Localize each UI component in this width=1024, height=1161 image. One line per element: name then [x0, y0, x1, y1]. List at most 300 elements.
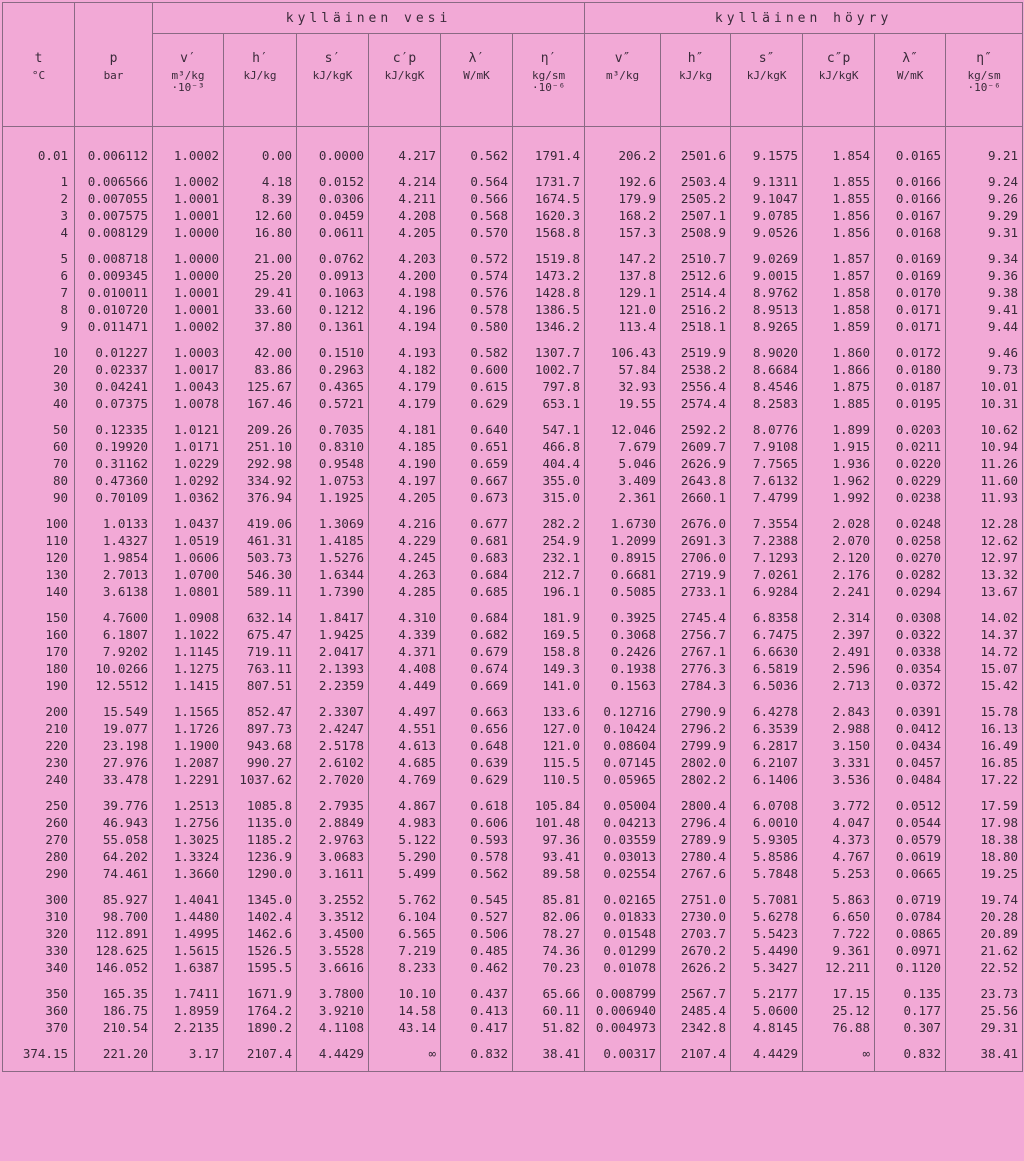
- table-cell: 2567.7: [661, 985, 731, 1002]
- table-cell: 503.73: [224, 549, 297, 566]
- table-cell: 15.07: [946, 660, 1023, 677]
- table-cell: 2508.9: [661, 224, 731, 241]
- table-cell: 1.6730: [585, 515, 661, 532]
- table-cell: 83.86: [224, 361, 297, 378]
- table-cell: 210.54: [75, 1019, 153, 1036]
- unit-label: kg/sm: [531, 69, 566, 82]
- table-cell: 1.1900: [153, 737, 224, 754]
- table-cell: 2756.7: [661, 626, 731, 643]
- table-cell: 3.150: [803, 737, 875, 754]
- table-cell: 1620.3: [513, 207, 585, 224]
- table-cell: 0.568: [441, 207, 513, 224]
- table-cell: 2.070: [803, 532, 875, 549]
- table-cell: 6.104: [369, 908, 441, 925]
- spacer-cell: [3, 412, 75, 421]
- table-cell: 0.1063: [297, 284, 369, 301]
- table-cell: 13.67: [946, 583, 1023, 600]
- spacer-cell: [875, 241, 946, 250]
- table-cell: 64.202: [75, 848, 153, 865]
- table-cell: 0.1120: [875, 959, 946, 976]
- table-cell: 350: [3, 985, 75, 1002]
- table-cell: 8.4546: [731, 378, 803, 395]
- table-cell: 1.4185: [297, 532, 369, 549]
- table-cell: 5: [3, 250, 75, 267]
- table-cell: 280: [3, 848, 75, 865]
- table-cell: 0.1361: [297, 318, 369, 335]
- table-cell: 4.613: [369, 737, 441, 754]
- group-header-steam: kylläinen höyry: [585, 3, 1023, 34]
- table-cell: 140: [3, 583, 75, 600]
- table-cell: 3.5528: [297, 942, 369, 959]
- table-cell: 2676.0: [661, 515, 731, 532]
- spacer-cell: [803, 127, 875, 148]
- table-cell: 6.5036: [731, 677, 803, 694]
- table-cell: 6.0010: [731, 814, 803, 831]
- table-cell: 404.4: [513, 455, 585, 472]
- table-cell: 0.679: [441, 643, 513, 660]
- unit-label: kJ/kgK: [312, 69, 353, 82]
- table-row: [3, 344, 1023, 361]
- table-cell: 6.2107: [731, 754, 803, 771]
- table-cell: 0.4365: [297, 378, 369, 395]
- table-cell: 9.44: [946, 318, 1023, 335]
- table-cell: 1.0519: [153, 532, 224, 549]
- table-cell: 2.241: [803, 583, 875, 600]
- table-cell: 340: [3, 959, 75, 976]
- table-cell: 2626.9: [661, 455, 731, 472]
- table-cell: 2.843: [803, 703, 875, 720]
- table-cell: 4.551: [369, 720, 441, 737]
- table-cell: 0.0168: [875, 224, 946, 241]
- spacer-cell: [661, 882, 731, 891]
- table-cell: 0.0294: [875, 583, 946, 600]
- table-cell: 3.4500: [297, 925, 369, 942]
- spacer-cell: [661, 694, 731, 703]
- spacer-cell: [441, 164, 513, 173]
- table-cell: 2745.4: [661, 609, 731, 626]
- table-cell: 0.659: [441, 455, 513, 472]
- table-cell: 2790.9: [661, 703, 731, 720]
- table-cell: 1290.0: [224, 865, 297, 882]
- table-cell: 5.4490: [731, 942, 803, 959]
- table-cell: 2.7013: [75, 566, 153, 583]
- table-cell: 1.858: [803, 284, 875, 301]
- table-cell: 0.618: [441, 797, 513, 814]
- table-row: [3, 361, 1023, 378]
- table-cell: 1.8417: [297, 609, 369, 626]
- table-cell: 4.449: [369, 677, 441, 694]
- table-cell: 11.93: [946, 489, 1023, 506]
- table-cell: 157.3: [585, 224, 661, 241]
- spacer-cell: [946, 1036, 1023, 1045]
- spacer-cell: [946, 882, 1023, 891]
- table-cell: 0.640: [441, 421, 513, 438]
- table-cell: 1135.0: [224, 814, 297, 831]
- table-cell: 74.36: [513, 942, 585, 959]
- table-cell: 25.56: [946, 1002, 1023, 1019]
- table-cell: 2.7020: [297, 771, 369, 788]
- table-cell: 15.78: [946, 703, 1023, 720]
- spacer-cell: [369, 335, 441, 344]
- column-unit: [513, 66, 585, 127]
- table-cell: 2643.8: [661, 472, 731, 489]
- table-cell: 121.0: [513, 737, 585, 754]
- spacer-cell: [369, 241, 441, 250]
- table-cell: 1.855: [803, 190, 875, 207]
- table-cell: 1.860: [803, 344, 875, 361]
- spacer-cell: [153, 164, 224, 173]
- spacer-cell: [297, 1062, 369, 1072]
- table-cell: 1.0017: [153, 361, 224, 378]
- spacer-cell: [369, 506, 441, 515]
- table-cell: 120: [3, 549, 75, 566]
- table-cell: 0.0412: [875, 720, 946, 737]
- table-cell: 200: [3, 703, 75, 720]
- table-cell: 3: [3, 207, 75, 224]
- table-cell: 3.2552: [297, 891, 369, 908]
- table-cell: 23.198: [75, 737, 153, 754]
- table-row: [3, 566, 1023, 583]
- spacer-cell: [224, 506, 297, 515]
- table-cell: 0.007055: [75, 190, 153, 207]
- table-cell: 0.6681: [585, 566, 661, 583]
- spacer-cell: [224, 1036, 297, 1045]
- table-cell: 2609.7: [661, 438, 731, 455]
- spacer-cell: [441, 506, 513, 515]
- table-cell: 807.51: [224, 677, 297, 694]
- table-cell: 0.0544: [875, 814, 946, 831]
- table-cell: 8.233: [369, 959, 441, 976]
- spacer-cell: [75, 1036, 153, 1045]
- table-cell: 0.008718: [75, 250, 153, 267]
- table-cell: 7.4799: [731, 489, 803, 506]
- column-unit: [297, 66, 369, 127]
- table-cell: 1473.2: [513, 267, 585, 284]
- table-cell: 8: [3, 301, 75, 318]
- table-cell: 12.211: [803, 959, 875, 976]
- table-cell: 1386.5: [513, 301, 585, 318]
- table-row: [3, 626, 1023, 643]
- table-cell: 42.00: [224, 344, 297, 361]
- table-cell: 0.006566: [75, 173, 153, 190]
- table-cell: 250: [3, 797, 75, 814]
- column-symbol: η″: [946, 34, 1023, 67]
- spacer-cell: [369, 1062, 441, 1072]
- spacer-cell: [441, 694, 513, 703]
- table-cell: 4: [3, 224, 75, 241]
- table-cell: 0.413: [441, 1002, 513, 1019]
- spacer-cell: [803, 694, 875, 703]
- table-cell: 547.1: [513, 421, 585, 438]
- table-cell: 3.536: [803, 771, 875, 788]
- table-cell: 2556.4: [661, 378, 731, 395]
- table-cell: 37.80: [224, 318, 297, 335]
- group-spacer: [3, 1036, 1023, 1045]
- table-cell: 254.9: [513, 532, 585, 549]
- table-cell: 1.5615: [153, 942, 224, 959]
- table-row: [3, 925, 1023, 942]
- table-cell: 110: [3, 532, 75, 549]
- table-cell: 270: [3, 831, 75, 848]
- table-cell: 6.3539: [731, 720, 803, 737]
- table-cell: 98.700: [75, 908, 153, 925]
- table-cell: 2507.1: [661, 207, 731, 224]
- spacer-cell: [153, 882, 224, 891]
- spacer-cell: [513, 241, 585, 250]
- table-cell: 1.1275: [153, 660, 224, 677]
- table-cell: 1.7411: [153, 985, 224, 1002]
- table-cell: 1568.8: [513, 224, 585, 241]
- table-cell: 1.0001: [153, 284, 224, 301]
- table-cell: 1: [3, 173, 75, 190]
- table-cell: 0.05004: [585, 797, 661, 814]
- spacer-cell: [731, 506, 803, 515]
- spacer-cell: [661, 335, 731, 344]
- table-cell: 6.650: [803, 908, 875, 925]
- unit-label: kJ/kgK: [746, 69, 787, 82]
- table-cell: 4.181: [369, 421, 441, 438]
- table-cell: 4.310: [369, 609, 441, 626]
- table-cell: 6.1807: [75, 626, 153, 643]
- table-row: [3, 1019, 1023, 1036]
- table-row: [3, 395, 1023, 412]
- spacer-cell: [875, 164, 946, 173]
- table-cell: 4.182: [369, 361, 441, 378]
- table-cell: 209.26: [224, 421, 297, 438]
- table-cell: 5.3427: [731, 959, 803, 976]
- table-cell: 1.0753: [297, 472, 369, 489]
- table-cell: 9.73: [946, 361, 1023, 378]
- table-cell: 1085.8: [224, 797, 297, 814]
- table-cell: 46.943: [75, 814, 153, 831]
- group-spacer: [3, 882, 1023, 891]
- table-cell: 1.2099: [585, 532, 661, 549]
- table-cell: 0.02165: [585, 891, 661, 908]
- table-cell: 0.600: [441, 361, 513, 378]
- table-cell: 3.331: [803, 754, 875, 771]
- table-cell: 0.01078: [585, 959, 661, 976]
- table-cell: 2.713: [803, 677, 875, 694]
- table-cell: 9.361: [803, 942, 875, 959]
- table-cell: 2518.1: [661, 318, 731, 335]
- table-cell: 0.011471: [75, 318, 153, 335]
- table-cell: 897.73: [224, 720, 297, 737]
- table-cell: 125.67: [224, 378, 297, 395]
- table-cell: 1.936: [803, 455, 875, 472]
- table-row: [3, 754, 1023, 771]
- spacer-cell: [875, 335, 946, 344]
- table-cell: 0.1563: [585, 677, 661, 694]
- table-cell: 16.13: [946, 720, 1023, 737]
- table-cell: 0.574: [441, 267, 513, 284]
- table-cell: 221.20: [75, 1045, 153, 1062]
- table-cell: 1.992: [803, 489, 875, 506]
- table-cell: 2.0417: [297, 643, 369, 660]
- table-row: [3, 942, 1023, 959]
- table-cell: 168.2: [585, 207, 661, 224]
- table-cell: 0.01548: [585, 925, 661, 942]
- table-cell: 0.593: [441, 831, 513, 848]
- spacer-cell: [585, 412, 661, 421]
- spacer-cell: [513, 788, 585, 797]
- spacer-cell: [297, 164, 369, 173]
- table-cell: 0.01833: [585, 908, 661, 925]
- property-table: [2, 2, 1023, 1072]
- table-row: [3, 891, 1023, 908]
- spacer-cell: [875, 1062, 946, 1072]
- table-cell: 1674.5: [513, 190, 585, 207]
- table-cell: 4.8145: [731, 1019, 803, 1036]
- table-cell: 2799.9: [661, 737, 731, 754]
- spacer-cell: [803, 506, 875, 515]
- table-cell: 2751.0: [661, 891, 731, 908]
- table-cell: 3.17: [153, 1045, 224, 1062]
- table-cell: 1.5276: [297, 549, 369, 566]
- spacer-cell: [3, 976, 75, 985]
- table-cell: 0.008129: [75, 224, 153, 241]
- column-symbol: c′p: [369, 34, 441, 67]
- table-cell: 15.549: [75, 703, 153, 720]
- spacer-cell: [875, 976, 946, 985]
- spacer-cell: [3, 882, 75, 891]
- table-cell: 0.1212: [297, 301, 369, 318]
- spacer-cell: [585, 1062, 661, 1072]
- table-cell: 2505.2: [661, 190, 731, 207]
- table-cell: 7: [3, 284, 75, 301]
- table-cell: 8.9762: [731, 284, 803, 301]
- spacer-cell: [946, 600, 1023, 609]
- table-cell: 18.38: [946, 831, 1023, 848]
- table-cell: 179.9: [585, 190, 661, 207]
- table-cell: 1.0002: [153, 318, 224, 335]
- table-row: [3, 660, 1023, 677]
- table-cell: 1764.2: [224, 1002, 297, 1019]
- spacer-cell: [3, 1036, 75, 1045]
- table-cell: 6.4278: [731, 703, 803, 720]
- table-cell: 1.2291: [153, 771, 224, 788]
- table-cell: 4.196: [369, 301, 441, 318]
- spacer-cell: [75, 127, 153, 148]
- table-cell: 2342.8: [661, 1019, 731, 1036]
- table-cell: 4.205: [369, 224, 441, 241]
- table-cell: 2.2359: [297, 677, 369, 694]
- table-row: [3, 284, 1023, 301]
- table-cell: 1.8959: [153, 1002, 224, 1019]
- table-cell: 2800.4: [661, 797, 731, 814]
- table-cell: 1.866: [803, 361, 875, 378]
- column-symbol: s′: [297, 34, 369, 67]
- table-cell: 0.566: [441, 190, 513, 207]
- spacer-cell: [731, 412, 803, 421]
- table-cell: 12.28: [946, 515, 1023, 532]
- table-cell: 0.684: [441, 566, 513, 583]
- table-cell: 29.41: [224, 284, 297, 301]
- table-cell: 0.0187: [875, 378, 946, 395]
- column-symbol: η′: [513, 34, 585, 67]
- spacer-cell: [513, 976, 585, 985]
- table-cell: 51.82: [513, 1019, 585, 1036]
- table-cell: 0.05965: [585, 771, 661, 788]
- spacer-cell: [75, 976, 153, 985]
- column-unit: [153, 66, 224, 127]
- table-cell: 5.499: [369, 865, 441, 882]
- table-cell: 38.41: [946, 1045, 1023, 1062]
- table-cell: 0.0270: [875, 549, 946, 566]
- table-cell: 0.578: [441, 301, 513, 318]
- table-cell: 2802.0: [661, 754, 731, 771]
- table-cell: 282.2: [513, 515, 585, 532]
- table-row: [3, 532, 1023, 549]
- table-cell: 3.409: [585, 472, 661, 489]
- table-cell: 0.0865: [875, 925, 946, 942]
- table-cell: 310: [3, 908, 75, 925]
- unit-label: W/mK: [463, 69, 490, 82]
- table-cell: 137.8: [585, 267, 661, 284]
- table-cell: 9.0269: [731, 250, 803, 267]
- table-cell: 2107.4: [661, 1045, 731, 1062]
- table-cell: 20: [3, 361, 75, 378]
- spacer-cell: [661, 412, 731, 421]
- table-cell: 1.857: [803, 250, 875, 267]
- table-cell: 7.722: [803, 925, 875, 942]
- table-cell: 0.006112: [75, 147, 153, 164]
- spacer-cell: [297, 506, 369, 515]
- table-row: [3, 207, 1023, 224]
- spacer-cell: [3, 164, 75, 173]
- table-cell: 9.1047: [731, 190, 803, 207]
- table-cell: 0.677: [441, 515, 513, 532]
- spacer-cell: [585, 506, 661, 515]
- table-cell: 14.37: [946, 626, 1023, 643]
- spacer-cell: [513, 335, 585, 344]
- table-cell: 0.576: [441, 284, 513, 301]
- table-cell: 1.0801: [153, 583, 224, 600]
- table-cell: 2.491: [803, 643, 875, 660]
- unit-label: kJ/kg: [679, 69, 713, 82]
- spacer-cell: [369, 600, 441, 609]
- table-cell: 4.179: [369, 378, 441, 395]
- table-cell: 0.04241: [75, 378, 153, 395]
- table-cell: 4.983: [369, 814, 441, 831]
- spacer-cell: [946, 788, 1023, 797]
- table-cell: 0.008799: [585, 985, 661, 1002]
- table-cell: 1.0043: [153, 378, 224, 395]
- table-cell: 0.00: [224, 147, 297, 164]
- table-cell: 0.462: [441, 959, 513, 976]
- table-cell: 6.9284: [731, 583, 803, 600]
- table-cell: 100: [3, 515, 75, 532]
- table-cell: 1.3324: [153, 848, 224, 865]
- table-cell: 1.0001: [153, 301, 224, 318]
- table-cell: 0.0229: [875, 472, 946, 489]
- table-row: [3, 609, 1023, 626]
- table-cell: 17.98: [946, 814, 1023, 831]
- spacer-cell: [224, 882, 297, 891]
- table-cell: 2.314: [803, 609, 875, 626]
- table-cell: 2.596: [803, 660, 875, 677]
- spacer-cell: [661, 788, 731, 797]
- table-cell: 9.46: [946, 344, 1023, 361]
- spacer-cell: [369, 1036, 441, 1045]
- spacer-cell: [661, 241, 731, 250]
- table-cell: 632.14: [224, 609, 297, 626]
- table-row: [3, 267, 1023, 284]
- table-cell: 2730.0: [661, 908, 731, 925]
- table-cell: 0.010011: [75, 284, 153, 301]
- table-cell: 0.07145: [585, 754, 661, 771]
- table-cell: 9.36: [946, 267, 1023, 284]
- group-spacer: [3, 694, 1023, 703]
